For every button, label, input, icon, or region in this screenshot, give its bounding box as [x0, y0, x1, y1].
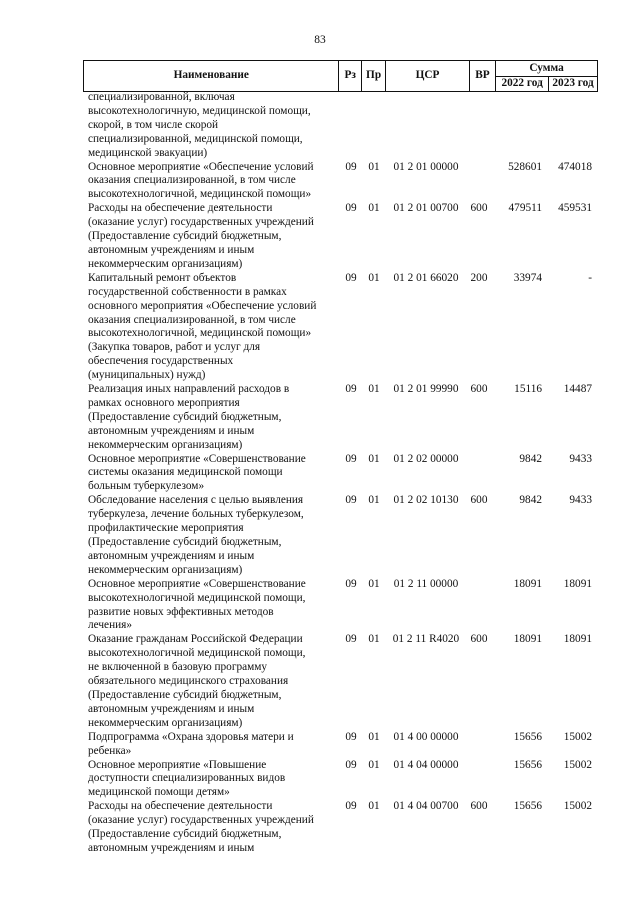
row-sum-2022: 18091	[513, 633, 542, 646]
row-name: Расходы на обеспечение деятельности (оказание услуг) государственных учреждений (Предоставление субсидий бюджетным, автономным учреждениям и иным некоммерческим организациям)	[88, 202, 314, 270]
header-pr: Пр	[361, 61, 385, 92]
row-sum-2022: 15656	[513, 758, 542, 771]
row-name: Подпрограмма «Охрана здоровья матери и ребенка»	[88, 730, 294, 757]
header-sum: Сумма	[496, 61, 598, 77]
row-pr: 01	[368, 633, 380, 646]
row-sum-2023: 18091	[563, 577, 592, 590]
table-row	[88, 800, 598, 856]
table-row	[88, 202, 598, 272]
row-csr: 01 2 11 00000	[393, 577, 459, 590]
row-name: Основное мероприятие «Совершенствование высокотехнологичной медицинской помощи, развитие новых эффективных методов лечения»	[88, 577, 306, 632]
row-sum-2023: 474018	[558, 160, 592, 173]
header-rz: Рз	[339, 61, 361, 92]
row-sum-2022: 33974	[513, 271, 542, 284]
table-row	[88, 578, 598, 634]
row-rz: 09	[345, 160, 357, 173]
row-csr: 01 2 01 99990	[393, 383, 459, 396]
row-vr: 200	[470, 271, 488, 284]
row-vr: 600	[470, 494, 488, 507]
row-csr: 01 2 01 66020	[393, 271, 459, 284]
row-pr: 01	[368, 452, 380, 465]
row-sum-2023: 15002	[563, 800, 592, 813]
row-vr: 600	[470, 800, 488, 813]
table-row	[88, 383, 598, 453]
row-rz: 09	[345, 633, 357, 646]
header-year-2023: 2023 год	[549, 77, 598, 92]
table-header	[83, 60, 598, 92]
row-name: Оказание гражданам Российской Федерации высокотехнологичной медицинской помощи, не включенной в базовую программу обязательного медицинского страхования (Предоставление субсидий бюджетным, автономным учреждениям и иным некоммерческим организациям)	[88, 633, 306, 729]
table-row	[88, 91, 598, 161]
row-rz: 09	[345, 800, 357, 813]
row-name: Основное мероприятие «Обеспечение условий оказания специализированной, в том числе высокотехнологичной, медицинской помощи»	[88, 160, 314, 201]
row-sum-2022: 9842	[519, 494, 542, 507]
row-sum-2022: 479511	[508, 202, 542, 215]
row-rz: 09	[345, 577, 357, 590]
header-csr: ЦСР	[386, 61, 469, 92]
row-pr: 01	[368, 758, 380, 771]
row-rz: 09	[345, 271, 357, 284]
row-name: Основное мероприятие «Повышение доступности специализированных видов медицинской помощи детям»	[88, 758, 286, 799]
row-name: Капитальный ремонт объектов государственной собственности в рамках основного мероприятия «Обеспечение условий оказания специализированной, в том числе высокотехнологичной, медицинской помощи» (Закупка товаров, работ и услуг для обеспечения государственных (муниципальных) нужд)	[88, 271, 317, 382]
row-sum-2022: 18091	[513, 577, 542, 590]
budget-table-body	[88, 91, 598, 856]
row-sum-2022: 9842	[519, 452, 542, 465]
row-pr: 01	[368, 494, 380, 507]
header-year-2022: 2022 год	[496, 77, 549, 92]
row-rz: 09	[345, 202, 357, 215]
row-pr: 01	[368, 383, 380, 396]
row-sum-2023: 9433	[569, 452, 592, 465]
row-rz: 09	[345, 452, 357, 465]
row-vr: 600	[470, 383, 488, 396]
row-sum-2023: 9433	[569, 494, 592, 507]
row-csr: 01 2 01 00000	[393, 160, 459, 173]
table-row	[88, 272, 598, 383]
page-number: 83	[314, 34, 326, 46]
row-csr: 01 4 04 00700	[393, 800, 459, 813]
row-sum-2023: 14487	[563, 383, 592, 396]
table-row	[88, 494, 598, 577]
row-rz: 09	[345, 730, 357, 743]
row-vr: 600	[470, 633, 488, 646]
row-sum-2022: 528601	[508, 160, 542, 173]
table-row	[88, 453, 598, 495]
row-pr: 01	[368, 202, 380, 215]
row-pr: 01	[368, 271, 380, 284]
row-csr: 01 2 11 R4020	[392, 633, 460, 646]
row-pr: 01	[368, 730, 380, 743]
row-rz: 09	[345, 494, 357, 507]
table-row	[88, 161, 598, 203]
row-csr: 01 4 00 00000	[393, 730, 459, 743]
table-row	[88, 731, 598, 759]
row-csr: 01 4 04 00000	[393, 758, 459, 771]
row-pr: 01	[368, 800, 380, 813]
row-pr: 01	[368, 160, 380, 173]
row-sum-2022: 15656	[513, 800, 542, 813]
row-name: Обследование населения с целью выявления туберкулеза, лечение больных туберкулезом, профилактические мероприятия (Предоставление субсидий бюджетным, автономным учреждениям и иным некоммерческим организациям)	[88, 494, 304, 576]
row-sum-2023: -	[588, 271, 592, 284]
row-rz: 09	[345, 383, 357, 396]
row-sum-2023: 459531	[558, 202, 592, 215]
row-name: Расходы на обеспечение деятельности (оказание услуг) государственных учреждений (Предоставление субсидий бюджетным, автономным учреждениям и иным	[88, 800, 314, 854]
row-sum-2023: 15002	[563, 730, 592, 743]
row-csr: 01 2 02 00000	[393, 452, 459, 465]
row-name: Реализация иных направлений расходов в рамках основного мероприятия (Предоставление субсидий бюджетным, автономным учреждениям и иным некоммерческим организациям)	[88, 383, 290, 451]
row-name: специализированной, включая высокотехнологичную, медицинской помощи, скорой, в том числе скорой специализированной, медицинской помощи, медицинской эвакуации)	[88, 91, 311, 159]
header-vr: ВР	[469, 61, 495, 92]
row-vr: 600	[470, 202, 488, 215]
row-sum-2023: 15002	[563, 758, 592, 771]
row-sum-2022: 15116	[514, 383, 542, 396]
row-name: Основное мероприятие «Совершенствование системы оказания медицинской помощи больным туберкулезом»	[88, 452, 306, 493]
row-rz: 09	[345, 758, 357, 771]
row-sum-2023: 18091	[563, 633, 592, 646]
row-csr: 01 2 02 10130	[393, 494, 459, 507]
row-sum-2022: 15656	[513, 730, 542, 743]
header-name: Наименование	[84, 61, 339, 92]
table-row	[88, 759, 598, 801]
table-row	[88, 633, 598, 730]
row-pr: 01	[368, 577, 380, 590]
row-csr: 01 2 01 00700	[393, 202, 459, 215]
